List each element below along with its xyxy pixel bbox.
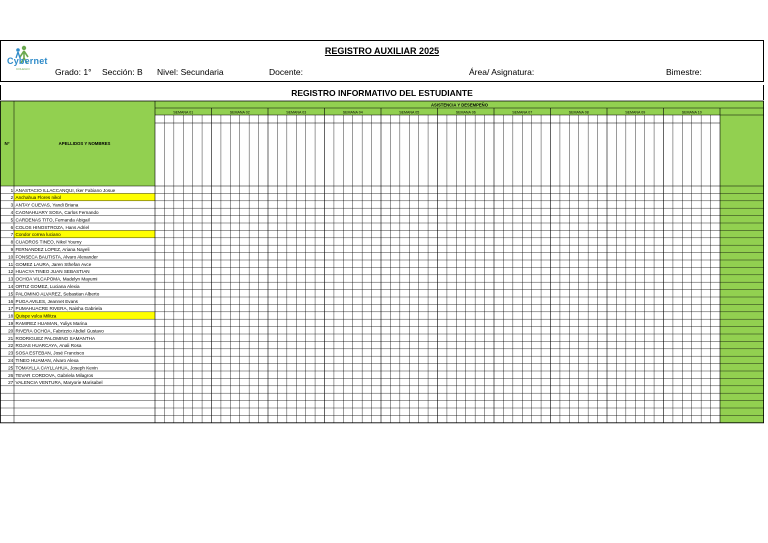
- student-number: 8: [10, 239, 14, 245]
- student-name: TEVAR CORDOVA, Gabriela Milagros: [15, 372, 94, 378]
- names-header-label: APELLIDOS Y NOMBRES: [58, 141, 111, 146]
- bimestre-label: Bimestre:: [666, 67, 702, 77]
- student-number: 21: [8, 335, 14, 341]
- nivel-label: Nivel: Secundaria: [157, 67, 224, 77]
- student-number: 27: [8, 380, 14, 386]
- student-number: 22: [8, 343, 14, 349]
- student-name: TINEO HUAMAN, Alvaro Alexa: [15, 358, 79, 363]
- week-label: SEMANA 08: [568, 110, 589, 115]
- student-name: ORTIZ GOMEZ, Luciana Alexia: [15, 284, 80, 289]
- student-number: 20: [8, 328, 14, 334]
- num-header-label: N°: [4, 141, 10, 146]
- student-name: ROJAS HUARCAYA, Anali Rosa: [15, 343, 82, 349]
- student-name: TOMAYLLA CAYLLAHUA, Joseph Kevin: [15, 365, 98, 371]
- student-number: 14: [8, 284, 14, 289]
- student-name: Anchahua Flores nikol: [15, 195, 61, 201]
- student-number: 17: [8, 306, 14, 312]
- week-label: SEMANA 04: [342, 110, 363, 115]
- student-number: 1: [10, 187, 14, 193]
- seccion-label: Sección: B: [102, 67, 143, 77]
- week-label: SEMANA 05: [399, 110, 420, 115]
- student-name: RODRIGUEZ PALOMINO SAMANTHA: [15, 335, 96, 341]
- student-number: 23: [8, 350, 14, 356]
- area-label: Área/ Asignatura:: [469, 67, 535, 77]
- student-number: 13: [8, 276, 14, 282]
- student-name: ANASTACIO ILLACCANQUI, Iker Fabiano Josue: [15, 187, 116, 193]
- week-label: SEMANA 07: [512, 110, 533, 115]
- week-label: SEMANA 03: [286, 110, 307, 115]
- student-name: RIVERA OCHOA, Fabrizzio Abdiel Gustavo: [15, 328, 104, 334]
- student-number: 26: [8, 372, 14, 378]
- student-number: 19: [8, 321, 14, 326]
- student-name: COLOS HINOSTROZA, Hans Adriel: [15, 224, 90, 230]
- student-name: Quispe vulca Militza: [15, 313, 57, 319]
- logo-subtext: COLEGIO: [16, 67, 30, 71]
- student-name: HUACYA TINEO JUAN SEBASTIAN: [15, 269, 90, 275]
- student-number: 6: [10, 224, 14, 230]
- student-name: PUGA AVILES, Jeannet Evans: [15, 298, 78, 304]
- student-number: 11: [8, 261, 14, 267]
- student-name: CUADROS TINEO, Nikol Youmy: [15, 239, 82, 245]
- docente-label: Docente:: [269, 67, 304, 77]
- student-name: GOMEZ LAURA, Jaren Sthefan Avce: [15, 261, 92, 267]
- final-column-bg: [720, 115, 764, 423]
- student-number: 4: [10, 210, 14, 215]
- grado-label: Grado: 1°: [55, 67, 92, 77]
- student-name: SOSA ESTEBAN, José Francisco: [15, 350, 85, 356]
- student-number: 5: [10, 217, 14, 223]
- student-name: ANTAY CUEVAS, Yandi Briana: [15, 202, 79, 208]
- student-name: PUMAHUACRE RIVERA, Naisha Gabriela: [15, 306, 103, 312]
- student-name: PALOMINO ALVAREZ, Sebastian Alberto: [15, 291, 100, 297]
- student-name: FERNANDEZ LOPEZ, Ariana Nayeli: [15, 247, 90, 252]
- student-number: 10: [8, 254, 14, 260]
- student-number: 24: [8, 358, 14, 363]
- student-name: OCHOA VILCAPOMA, Madelyn Mayumi: [15, 276, 98, 282]
- page-title: REGISTRO AUXILIAR 2025: [324, 46, 440, 56]
- student-name: RAMIREZ HUAMAN, Yuliys Marina: [15, 321, 88, 326]
- week-label: SEMANA 01: [173, 110, 194, 115]
- week-label: SEMANA 06: [455, 110, 476, 115]
- student-name: CARDENAS TITO, Fernanda Abigail: [15, 217, 90, 223]
- student-number: 3: [10, 202, 14, 208]
- student-number: 18: [8, 313, 14, 319]
- student-number: 25: [8, 365, 14, 371]
- student-name: VALENCIA VENTURA, Maryorie Marisabel: [15, 380, 103, 386]
- student-number: 7: [10, 232, 14, 238]
- student-name: Condor correa luciano: [15, 232, 61, 238]
- week-label: SEMANA 09: [625, 110, 646, 115]
- section-subtitle: REGISTRO INFORMATIVO DEL ESTUDIANTE: [291, 88, 473, 98]
- student-number: 9: [10, 247, 14, 252]
- student-number: 2: [10, 195, 14, 201]
- student-number: 16: [8, 298, 14, 304]
- student-number: 15: [8, 291, 14, 297]
- week-label: SEMANA 02: [229, 110, 250, 115]
- logo-text: Cybernet: [7, 56, 48, 66]
- student-number: 12: [8, 269, 14, 275]
- group-header-label: ASISTENCIA Y DESEMPEÑO: [431, 102, 488, 108]
- student-name: FONSECA BAUTISTA, Alvaro Alexander: [15, 254, 98, 260]
- student-name: CAONAHUARY SOSA, Carlos Fernando: [15, 210, 99, 215]
- week-label: SEMANA 10: [681, 110, 702, 115]
